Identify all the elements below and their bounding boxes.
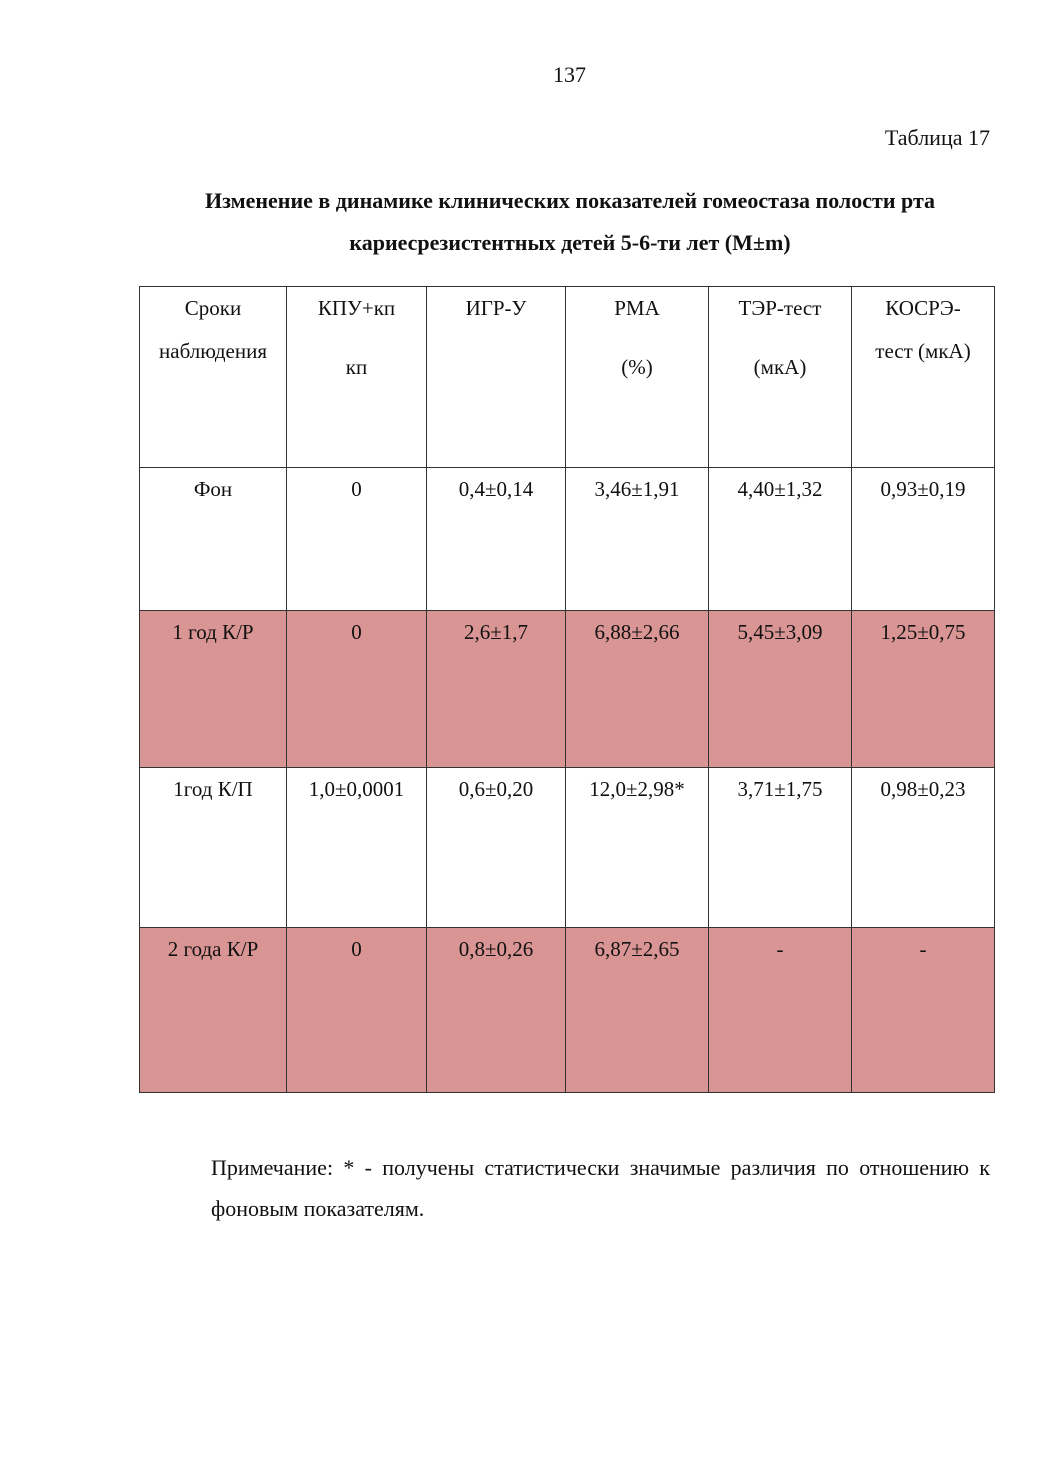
table-cell: Фон — [140, 468, 287, 611]
header-line: ИГР-У — [465, 296, 527, 320]
table-cell: 0,8±0,26 — [427, 928, 566, 1093]
table-note: Примечание: * - получены статистически значимые различия по отношению к фоновым показателям. — [211, 1155, 990, 1221]
page-number: 137 — [553, 62, 586, 87]
data-table — [139, 286, 995, 1093]
table-row-highlighted — [140, 611, 995, 768]
header-line: кп — [345, 355, 368, 379]
header-line: (%) — [621, 355, 653, 379]
caption-line-2: кариесрезистентных детей 5-6-ти лет (М±m) — [349, 230, 791, 255]
table-cell: 3,46±1,91 — [566, 468, 709, 611]
header-line: наблюдения — [159, 339, 267, 363]
table-cell: 2 года К/Р — [140, 928, 287, 1093]
table-cell: 0 — [287, 928, 427, 1093]
header-line: КПУ+кп — [317, 296, 396, 320]
header-cell-kosre — [852, 287, 995, 468]
header-line: тест (мкА) — [875, 339, 971, 363]
table-cell: 2,6±1,7 — [427, 611, 566, 768]
table-label: Таблица 17 — [884, 125, 990, 150]
table-cell: 12,0±2,98* — [566, 768, 709, 928]
table-cell: 0,98±0,23 — [852, 768, 995, 928]
table-cell: 0,4±0,14 — [427, 468, 566, 611]
header-line: РМА — [614, 296, 660, 320]
table-cell: 1 год К/Р — [140, 611, 287, 768]
table-cell: 0,93±0,19 — [852, 468, 995, 611]
table-cell: 1год К/П — [140, 768, 287, 928]
header-cell-pma — [566, 287, 709, 468]
table-row — [140, 768, 995, 928]
table-cell: 0,6±0,20 — [427, 768, 566, 928]
table-cell: - — [709, 928, 852, 1093]
header-cell-ter — [709, 287, 852, 468]
table-cell: 0 — [287, 611, 427, 768]
table-cell: 1,25±0,75 — [852, 611, 995, 768]
table-header-row — [140, 287, 995, 468]
header-line: (мкА) — [753, 355, 807, 379]
header-line: КОСРЭ- — [885, 296, 961, 320]
header-cell-period — [140, 287, 287, 468]
table-cell: - — [852, 928, 995, 1093]
table-row — [140, 468, 995, 611]
table-cell: 6,87±2,65 — [566, 928, 709, 1093]
header-line: Сроки — [184, 296, 242, 320]
caption-line-1: Изменение в динамике клинических показателей гомеостаза полости рта — [204, 188, 936, 213]
table-row-highlighted — [140, 928, 995, 1093]
table-cell: 0 — [287, 468, 427, 611]
table-cell: 6,88±2,66 — [566, 611, 709, 768]
header-line: ТЭР-тест — [738, 296, 822, 320]
table-cell: 1,0±0,0001 — [287, 768, 427, 928]
header-cell-igr — [427, 287, 566, 468]
table-cell: 4,40±1,32 — [709, 468, 852, 611]
table-cell: 3,71±1,75 — [709, 768, 852, 928]
table-caption — [140, 180, 1000, 264]
header-cell-kpu — [287, 287, 427, 468]
table-cell: 5,45±3,09 — [709, 611, 852, 768]
